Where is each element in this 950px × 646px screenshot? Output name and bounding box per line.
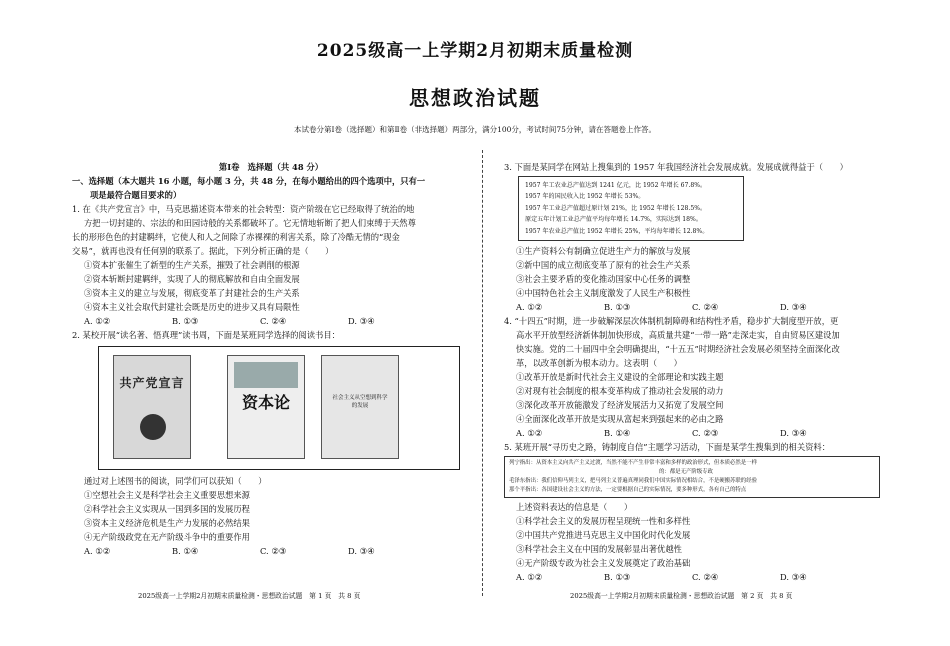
- q4-statement: ④全面深化改革开放是实现从富起来到强起来的必由之路: [516, 414, 724, 425]
- q1-statement: ②资本斩断封建羁绊，实现了人的彻底解放和自由全面发展: [84, 274, 300, 284]
- q5-quote-line: 的：都是无产阶级专政: [659, 469, 713, 476]
- q1-stem-line: 方把一切封建的、宗法的和田园诗般的关系都破坏了。它无情地斩断了把人们束缚于天然尊: [84, 218, 416, 228]
- question-4: [504, 314, 884, 440]
- page-footer-right: 2025级高一上学期2月初期末质量检测・思想政治试题 第 2 页 共 8 页: [570, 592, 793, 600]
- question-3: [504, 160, 884, 314]
- q3-options: [504, 300, 884, 314]
- question-2: [72, 328, 470, 558]
- q4-option-b[interactable]: B. ①④: [604, 428, 631, 439]
- q5-quote-line: 列宁指出：从资本主义向共产主义过渡，当然不能不产生非常丰富和多样的政治形式，但本质必然是一样: [509, 460, 757, 467]
- q2-statement: ④无产阶级政党在无产阶级斗争中的重要作用: [84, 532, 250, 542]
- hammer-sickle-icon: [140, 414, 166, 440]
- q5-stem: 5. 某班开展“寻历史之路，铸制度自信”主题学习活动，下面是某学生搜集到的相关资料：: [504, 442, 831, 453]
- instruction-line-2: 项是最符合题目要求的）: [90, 190, 182, 200]
- q4-stem-line: 4. “十四五”时期，进一步破解深层次体制机制障碍和结构性矛盾，稳步扩大制度型开放，更: [504, 316, 839, 327]
- q3-data-row: 1957 年工农业总产值达到 1241 亿元，比 1952 年增长 67.8%。: [525, 182, 707, 189]
- q5-quote-box: [504, 456, 880, 498]
- q1-options: [72, 314, 470, 328]
- q5-option-c[interactable]: C. ②④: [692, 572, 719, 583]
- q1-statement: ④资本主义社会取代封建社会既是历史的进步又具有局限性: [84, 302, 300, 312]
- book1-title: 共产党宣言: [119, 376, 185, 390]
- q3-option-b[interactable]: B. ①③: [604, 302, 631, 313]
- section-title: 第Ⅰ卷 选择题（共 48 分）: [218, 162, 324, 172]
- q2-option-a[interactable]: A. ①②: [84, 546, 111, 556]
- q2-option-b[interactable]: B. ①④: [172, 546, 199, 556]
- q5-quote-line: 毛泽东指出：我们信仰马列主义，把马列主义普遍真理同我们中国实际情况相结合，不是硬搬苏联的经验: [509, 478, 757, 485]
- q3-stem: 3. 下面是某同学在网站上搜集到的 1957 年我国经济社会发展成就。发展成就得益于（ ）: [504, 162, 848, 172]
- book3-title: 社会主义从空想到科学的发展: [332, 395, 388, 409]
- book2-cover-photo: [234, 362, 298, 388]
- q5-statement: ④无产阶级专政为社会主义发展奠定了政治基础: [516, 558, 691, 569]
- q4-options: [504, 426, 884, 440]
- q3-statement: ③社会主要矛盾的变化推动国家中心任务的调整: [516, 274, 691, 285]
- q1-statement: ③资本主义的建立与发展，彻底变革了封建社会的生产关系: [84, 288, 300, 298]
- right-column: [504, 160, 884, 584]
- q1-stem-line: 交易”，就再也没有任何别的联系了。据此，下列分析正确的是（ ）: [72, 246, 334, 256]
- q3-data-row: 1957 年工业总产值超过原计划 21%，比 1952 年增长 128.5%。: [525, 204, 707, 212]
- q4-option-c[interactable]: C. ②③: [692, 428, 719, 439]
- q5-question: 上述资料表达的信息是（ ）: [516, 502, 633, 513]
- q5-option-b[interactable]: B. ①③: [604, 572, 631, 583]
- book-socialism-utopian-scientific: [321, 355, 399, 459]
- book-images: [98, 346, 460, 470]
- book-communist-manifesto: [113, 355, 191, 459]
- q1-option-c[interactable]: C. ②④: [260, 316, 287, 326]
- q3-statement: ①生产资料公有制确立促进生产力的解放与发展: [516, 246, 691, 257]
- q5-option-a[interactable]: A. ①②: [516, 572, 543, 583]
- q4-statement: ①改革开放是新时代社会主义建设的全部理论和实践主题: [516, 372, 724, 383]
- q2-options: [72, 544, 470, 558]
- q1-option-d[interactable]: D. ③④: [348, 316, 375, 326]
- q5-options: [504, 570, 884, 584]
- q1-option-b[interactable]: B. ①③: [172, 316, 199, 326]
- q4-statement: ②对现有社会制度的根本变革构成了推动社会发展的动力: [516, 386, 724, 397]
- q3-option-d[interactable]: D. ③④: [780, 302, 807, 313]
- q4-statement: ③深化改革开放能激发了经济发展活力又拓宽了发展空间: [516, 400, 724, 411]
- question-1: [72, 202, 470, 328]
- exam-subtitle: 思想政治试题: [409, 86, 541, 110]
- column-divider: [482, 150, 483, 596]
- q3-statement: ④中国特色社会主义制度激发了人民生产积极性: [516, 288, 691, 299]
- left-column: [72, 160, 470, 558]
- q1-stem-line: 长的形形色色的封建羁绊，它使人和人之间除了赤裸裸的利害关系，除了冷酷无情的“现金: [72, 232, 400, 242]
- q3-data-row: 原定五年计划工业总产值平均每年增长 14.7%，实际达到 18%。: [525, 216, 702, 224]
- q3-option-c[interactable]: C. ②④: [692, 302, 719, 313]
- q1-option-a[interactable]: A. ①②: [84, 316, 111, 326]
- q4-option-a[interactable]: A. ①②: [516, 428, 543, 439]
- q3-option-a[interactable]: A. ①②: [516, 302, 543, 313]
- page-footer-left: 2025级高一上学期2月初期末质量检测・思想政治试题 第 1 页 共 8 页: [138, 592, 361, 600]
- q1-stem-line: 1. 在《共产党宣言》中，马克思描述资本带来的社会转型：资产阶级在它已经取得了统治的地: [72, 204, 415, 214]
- q3-statement: ②新中国的成立彻底变革了原有的社会生产关系: [516, 260, 691, 271]
- q2-question: 通过对上述图书的阅读，同学们可以获知（ ）: [84, 476, 267, 486]
- q2-option-c[interactable]: C. ②③: [260, 546, 287, 556]
- q4-stem-line: 高水平开放型经济新体制加快形成，高质量共建“一带一路”走深走实，自由贸易区建设加: [516, 330, 840, 341]
- q4-stem-line: 快实施。党的二十届四中全会明确提出，“十五五”时期经济社会发展必须坚持全面深化改: [516, 344, 840, 355]
- q3-data-row: 1957 年农业总产值比 1952 年增长 25%，平均每年增长 12.8%。: [525, 227, 709, 235]
- exam-title: 2025级高一上学期2月初期末质量检测: [316, 41, 634, 61]
- q4-stem-line: 革，以改革创新为根本动力。这表明（ ）: [516, 358, 682, 369]
- q2-stem: 2. 某校开展“读名著、悟真理”读书周，下面是某班同学选择的阅读书目：: [72, 330, 340, 340]
- q4-option-d[interactable]: D. ③④: [780, 428, 807, 439]
- q2-option-d[interactable]: D. ③④: [348, 546, 375, 556]
- q2-statement: ②科学社会主义实现从一国到多国的发展历程: [84, 504, 250, 514]
- q5-statement: ③科学社会主义在中国的发展彰显出著优越性: [516, 544, 682, 555]
- q3-data-row: 1957 年的国民收入比 1952 年增长 53%。: [525, 193, 645, 201]
- q5-statement: ①科学社会主义的发展历程呈现统一性和多样性: [516, 516, 691, 527]
- instruction-line-1: 一、选择题（本大题共 16 小题，每小题 3 分，共 48 分，在每小题给出的四个选项中，只有一: [72, 176, 426, 186]
- q5-option-d[interactable]: D. ③④: [780, 572, 807, 583]
- question-5: [504, 440, 884, 584]
- q5-statement: ②中国共产党推进马克思主义中国化时代化发展: [516, 530, 691, 541]
- q3-data-table: [518, 176, 744, 241]
- book2-title: 资本论: [241, 393, 290, 412]
- book-das-kapital: [227, 355, 305, 459]
- q2-statement: ①空想社会主义是科学社会主义重要思想来源: [84, 490, 250, 500]
- q5-quote-line: 那个平指出：各国建设社会主义的方法，一定要根据自己的实际情况，要多种形式，各有自己的特点: [509, 487, 747, 494]
- exam-note: 本试卷分第Ⅰ卷（选择题）和第Ⅱ卷（非选择题）两部分，满分100分，考试时间75分钟，请在答题卷上作答。: [294, 125, 656, 134]
- q1-statement: ①资本扩张催生了新型的生产关系，摧毁了社会剥削的根源: [84, 260, 300, 270]
- q2-statement: ③资本主义经济危机是生产力发展的必然结果: [84, 518, 250, 528]
